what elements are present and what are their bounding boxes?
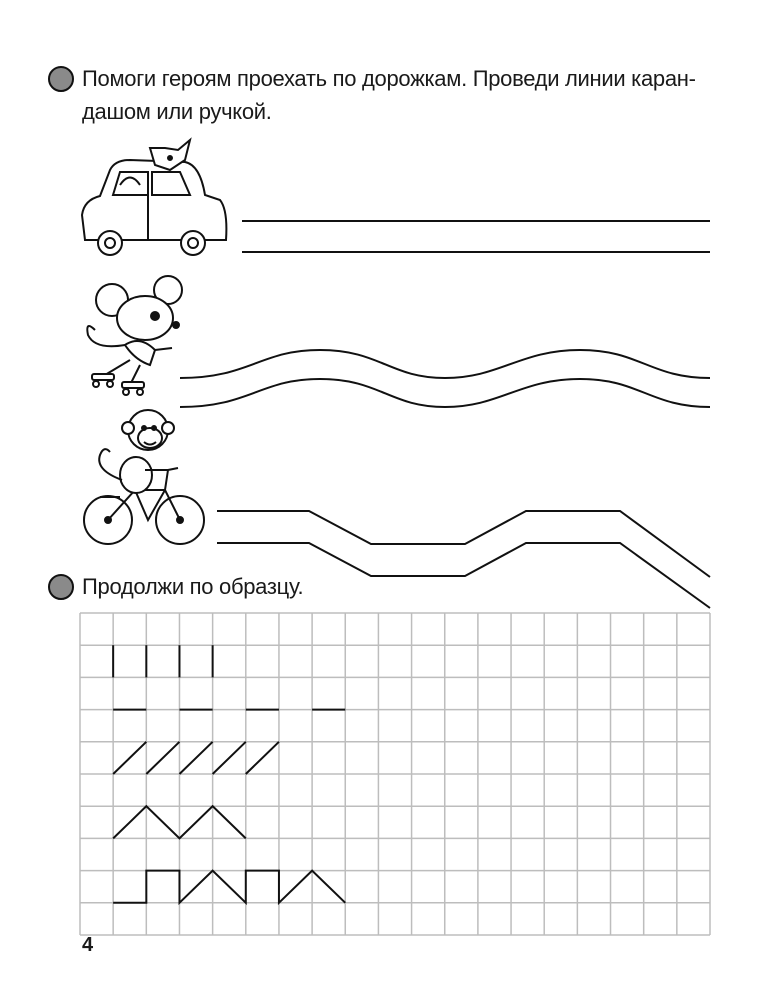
fox-in-car-illustration (82, 140, 226, 255)
task-bullet-icon (48, 574, 74, 600)
mouse-on-skates-illustration (87, 276, 182, 395)
practice-grid (80, 613, 710, 935)
sample-pattern-stroke (179, 742, 212, 774)
task-1-line-1: Помоги героям проехать по дорожкам. Проведи линии каран- (82, 66, 696, 91)
sample-pattern-stroke (146, 742, 179, 774)
page-number: 4 (82, 934, 94, 956)
task-1-line-2: дашом или ручкой. (82, 99, 272, 124)
sample-pattern-stroke (113, 742, 146, 774)
straight-road (242, 221, 710, 252)
monkey-on-bicycle-illustration (84, 410, 204, 544)
wavy-road (180, 350, 710, 407)
sample-pattern-stroke (113, 871, 345, 903)
sample-pattern-stroke (246, 742, 279, 774)
sample-pattern-stroke (213, 742, 246, 774)
task-2-text: Продолжи по образцу. (82, 574, 304, 599)
